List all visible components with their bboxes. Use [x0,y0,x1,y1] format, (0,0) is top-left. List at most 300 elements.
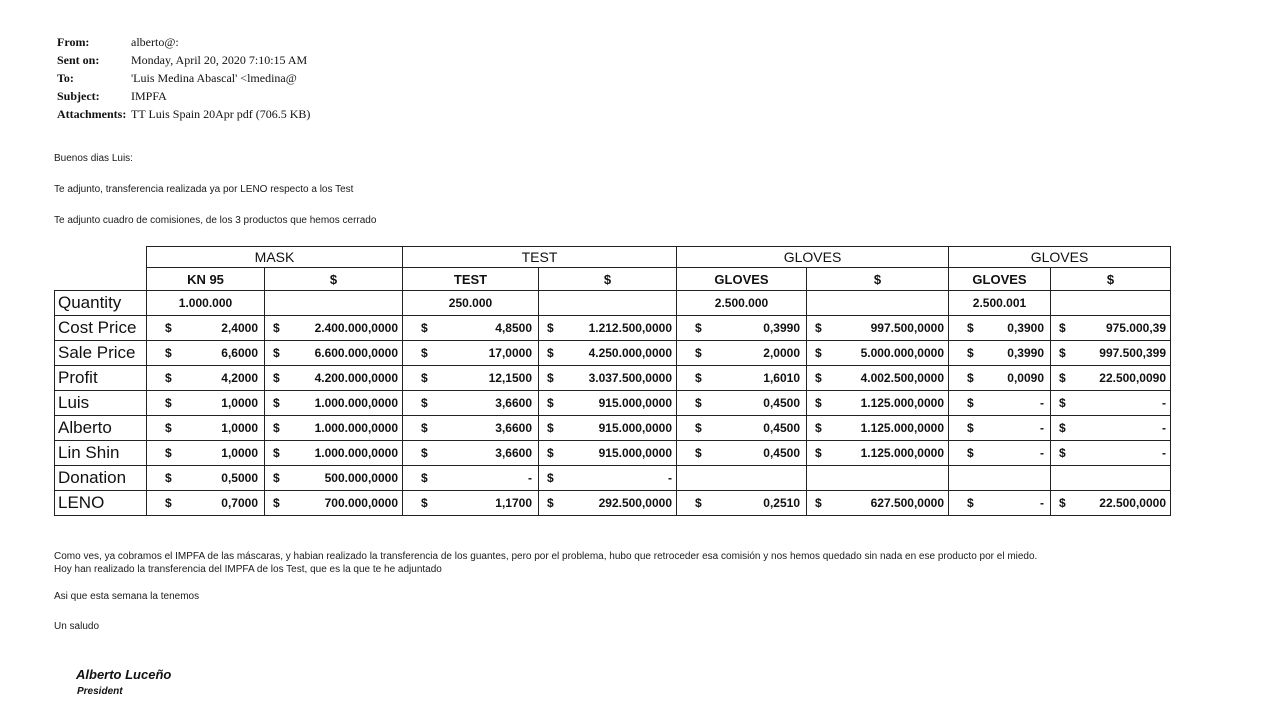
currency-value [403,471,538,485]
amount: 3,6600 [495,446,532,460]
amount: 500.000,0000 [324,471,398,485]
currency-symbol: $ [547,471,554,485]
header-from [57,33,310,51]
value-cell [1051,341,1171,366]
value-cell [403,491,539,516]
amount: 6,6000 [221,346,258,360]
amount: 627.500,0000 [870,496,944,510]
currency-symbol: $ [815,446,822,460]
amount: 997.500,399 [1099,346,1166,360]
value-cell [807,316,949,341]
amount: - [1162,421,1166,435]
currency-value [265,496,402,510]
amount: 915.000,0000 [598,421,672,435]
value-cell [677,366,807,391]
amount: 0,3990 [1007,346,1044,360]
currency-symbol: $ [815,496,822,510]
amount: 1.000.000,0000 [314,446,398,460]
amount: 700.000,0000 [324,496,398,510]
currency-symbol: $ [815,371,822,385]
currency-symbol: $ [1059,371,1066,385]
amount: 0,3900 [1007,321,1044,335]
sub-header-cell: GLOVES [949,268,1051,291]
row-label: Lin Shin [55,441,147,466]
header-value: 'Luis Medina Abascal' <lmedina@ [131,71,297,85]
value-cell [1051,441,1171,466]
table-row [55,391,1171,416]
value-cell [539,391,677,416]
currency-value [807,446,948,460]
currency-symbol: $ [547,396,554,410]
header-label: Sent on: [57,53,100,67]
empty-cell [1051,291,1171,316]
value-cell [949,341,1051,366]
currency-symbol: $ [421,321,428,335]
currency-symbol: $ [967,496,974,510]
value-cell [147,491,265,516]
row-label: Sale Price [55,341,147,366]
amount: 1,0000 [221,421,258,435]
value-cell [949,416,1051,441]
value-cell [147,441,265,466]
value-cell [403,366,539,391]
currency-symbol: $ [967,321,974,335]
value-cell [677,441,807,466]
amount: 4.250.000,0000 [588,346,672,360]
currency-symbol: $ [273,321,280,335]
currency-symbol: $ [695,421,702,435]
value-cell [265,416,403,441]
value-cell [949,366,1051,391]
currency-value [677,446,806,460]
currency-symbol: $ [421,396,428,410]
amount: - [1162,446,1166,460]
quantity-cell: 1.000.000 [147,291,265,316]
currency-value [539,421,676,435]
amount: 292.500,0000 [598,496,672,510]
table-row [55,441,1171,466]
amount: 997.500,0000 [870,321,944,335]
table-row [55,466,1171,491]
currency-value [147,321,264,335]
value-cell [147,341,265,366]
amount: 0,2510 [763,496,800,510]
currency-value [147,396,264,410]
amount: 6.600.000,0000 [314,346,398,360]
amount: - [1040,496,1044,510]
currency-value [807,396,948,410]
currency-value [265,371,402,385]
value-cell [949,441,1051,466]
amount: 17,0000 [488,346,532,360]
amount: 1.000.000,0000 [314,396,398,410]
amount: 0,3990 [763,321,800,335]
currency-symbol: $ [1059,346,1066,360]
value-cell [265,441,403,466]
currency-value [539,371,676,385]
amount: - [1040,396,1044,410]
currency-value [147,346,264,360]
body-line-2: Te adjunto cuadro de comisiones, de los 3 productos que hemos cerrado [54,215,377,226]
group-header-cell: TEST [403,247,677,268]
currency-value [539,471,676,485]
table-row [55,491,1171,516]
table-row [55,341,1171,366]
amount: - [528,471,532,485]
currency-value [147,496,264,510]
closing-line-1: Como ves, ya cobramos el IMPFA de las máscaras, y habian realizado la transferencia de los guantes, pero por el problema, hubo que retroceder esa comisión y nos hemos quedado sin nada en ese producto por el miedo. [54,551,1038,562]
currency-symbol: $ [547,321,554,335]
amount: 2.400.000,0000 [314,321,398,335]
currency-symbol: $ [273,496,280,510]
currency-symbol: $ [1059,396,1066,410]
currency-value [677,371,806,385]
value-cell [403,316,539,341]
header-value: IMPFA [131,89,167,103]
currency-symbol: $ [273,421,280,435]
currency-value [677,421,806,435]
value-cell [265,491,403,516]
row-label: Cost Price [55,316,147,341]
value-cell [403,391,539,416]
currency-value [539,496,676,510]
value-cell [677,341,807,366]
currency-symbol: $ [1059,421,1066,435]
currency-symbol: $ [547,446,554,460]
currency-symbol: $ [165,371,172,385]
header-label: Subject: [57,89,100,103]
empty-cell [539,291,677,316]
empty-cell [807,291,949,316]
currency-value [807,421,948,435]
header-value: Monday, April 20, 2020 7:10:15 AM [131,53,308,67]
table-row [55,366,1171,391]
amount: 1,0000 [221,396,258,410]
value-cell [403,466,539,491]
currency-symbol: $ [547,371,554,385]
currency-symbol: $ [421,471,428,485]
row-label: Luis [55,391,147,416]
amount: 0,0090 [1007,371,1044,385]
currency-symbol: $ [165,321,172,335]
value-cell [403,416,539,441]
value-cell [1051,491,1171,516]
currency-value [265,471,402,485]
sub-header-cell: $ [539,268,677,291]
currency-value [147,371,264,385]
signature-name: Alberto Luceño [76,667,172,682]
sub-header-cell: TEST [403,268,539,291]
value-cell [265,466,403,491]
currency-symbol: $ [273,346,280,360]
value-cell [147,366,265,391]
value-cell [807,491,949,516]
amount: 3,6600 [495,421,532,435]
amount: 1.000.000,0000 [314,421,398,435]
currency-value [677,496,806,510]
amount: - [1040,446,1044,460]
amount: 0,4500 [763,421,800,435]
currency-value [403,496,538,510]
currency-value [807,371,948,385]
header-sent-on [57,51,310,69]
currency-symbol: $ [815,421,822,435]
amount: 5.000.000,0000 [860,346,944,360]
value-cell [147,316,265,341]
amount: 12,1500 [488,371,532,385]
corner-cell [55,268,147,291]
currency-value [1051,496,1170,510]
row-label: Alberto [55,416,147,441]
currency-value [1051,371,1170,385]
corner-cell [55,247,147,268]
currency-value [403,421,538,435]
currency-value [949,346,1050,360]
currency-value [677,346,806,360]
currency-value [265,321,402,335]
currency-value [539,396,676,410]
value-cell [539,466,677,491]
value-cell [807,441,949,466]
value-cell [807,341,949,366]
amount: 1,1700 [495,496,532,510]
currency-value [147,446,264,460]
header-value: alberto@: [131,35,179,49]
value-cell [1051,466,1171,491]
currency-symbol: $ [273,371,280,385]
closing-line-3: Asi que esta semana la tenemos [54,591,200,602]
currency-value [403,346,538,360]
currency-symbol: $ [165,421,172,435]
quantity-cell: 250.000 [403,291,539,316]
currency-symbol: $ [547,421,554,435]
value-cell [265,341,403,366]
attachment-link[interactable]: TT Luis Spain 20Apr pdf (706.5 KB) [131,107,311,121]
sub-header-cell: $ [265,268,403,291]
amount: 0,5000 [221,471,258,485]
currency-symbol: $ [695,396,702,410]
empty-cell [265,291,403,316]
value-cell [807,391,949,416]
group-header-row [55,247,1171,268]
currency-symbol: $ [165,396,172,410]
value-cell [147,416,265,441]
sub-header-cell: KN 95 [147,268,265,291]
currency-symbol: $ [967,396,974,410]
table-row [55,291,1171,316]
value-cell [403,341,539,366]
quantity-cell: 2.500.000 [677,291,807,316]
amount: 2,0000 [763,346,800,360]
currency-symbol: $ [695,346,702,360]
value-cell [539,341,677,366]
currency-symbol: $ [273,471,280,485]
currency-symbol: $ [273,446,280,460]
currency-value [949,371,1050,385]
currency-value [807,321,948,335]
currency-symbol: $ [1059,496,1066,510]
amount: 22.500,0000 [1099,496,1166,510]
currency-symbol: $ [815,346,822,360]
amount: - [1040,421,1044,435]
currency-value [539,446,676,460]
group-header-cell: GLOVES [949,247,1171,268]
amount: 4.200.000,0000 [314,371,398,385]
header-label: Attachments: [57,107,127,121]
currency-value [265,421,402,435]
header-to [57,69,310,87]
currency-symbol: $ [815,321,822,335]
currency-symbol: $ [695,321,702,335]
currency-value [1051,421,1170,435]
currency-value [677,396,806,410]
amount: - [1162,396,1166,410]
currency-symbol: $ [547,346,554,360]
currency-symbol: $ [695,371,702,385]
currency-symbol: $ [273,396,280,410]
table-row [55,416,1171,441]
currency-symbol: $ [165,346,172,360]
value-cell [147,391,265,416]
value-cell [539,416,677,441]
amount: 4,8500 [495,321,532,335]
value-cell [1051,316,1171,341]
value-cell [807,466,949,491]
closing-line-2: Hoy han realizado la transferencia del IMPFA de los Test, que es la que te he adjuntado [54,564,442,575]
value-cell [265,316,403,341]
value-cell [539,491,677,516]
row-label: Profit [55,366,147,391]
row-label: Quantity [55,291,147,316]
amount: 22.500,0090 [1099,371,1166,385]
currency-value [403,321,538,335]
group-header-cell: MASK [147,247,403,268]
value-cell [1051,416,1171,441]
amount: 915.000,0000 [598,446,672,460]
currency-value [539,321,676,335]
sub-header-cell: $ [807,268,949,291]
currency-symbol: $ [695,496,702,510]
value-cell [265,366,403,391]
currency-symbol: $ [967,446,974,460]
value-cell [539,366,677,391]
amount: 2,4000 [221,321,258,335]
currency-symbol: $ [695,446,702,460]
currency-value [807,496,948,510]
value-cell [677,416,807,441]
amount: 4.002.500,0000 [860,371,944,385]
amount: 4,2000 [221,371,258,385]
sub-header-cell: $ [1051,268,1171,291]
currency-value [147,471,264,485]
currency-value [1051,321,1170,335]
currency-symbol: $ [967,346,974,360]
row-label: Donation [55,466,147,491]
signature-title: President [77,686,123,697]
header-attachments [57,105,310,123]
value-cell [677,466,807,491]
body-line-1: Te adjunto, transferencia realizada ya por LENO respecto a los Test [54,184,354,195]
value-cell [807,416,949,441]
value-cell [1051,366,1171,391]
amount: - [668,471,672,485]
amount: 0,7000 [221,496,258,510]
currency-value [949,321,1050,335]
currency-symbol: $ [421,421,428,435]
currency-value [403,371,538,385]
header-subject [57,87,310,105]
amount: 1.125.000,0000 [860,421,944,435]
currency-symbol: $ [165,496,172,510]
amount: 1.125.000,0000 [860,396,944,410]
currency-symbol: $ [421,371,428,385]
amount: 3,6600 [495,396,532,410]
value-cell [677,316,807,341]
currency-symbol: $ [547,496,554,510]
currency-symbol: $ [421,496,428,510]
quantity-cell: 2.500.001 [949,291,1051,316]
currency-value [949,421,1050,435]
currency-value [403,446,538,460]
currency-symbol: $ [967,421,974,435]
email-header [57,33,310,123]
amount: 3.037.500,0000 [588,371,672,385]
sub-header-cell: GLOVES [677,268,807,291]
currency-value [1051,446,1170,460]
amount: 0,4500 [763,396,800,410]
value-cell [949,491,1051,516]
currency-value [949,396,1050,410]
currency-value [265,346,402,360]
header-label: To: [57,71,74,85]
amount: 915.000,0000 [598,396,672,410]
value-cell [677,391,807,416]
value-cell [539,441,677,466]
table-row [55,316,1171,341]
currency-symbol: $ [421,346,428,360]
commission-table [54,246,1171,516]
group-header-cell: GLOVES [677,247,949,268]
amount: 1,0000 [221,446,258,460]
value-cell [265,391,403,416]
currency-symbol: $ [165,471,172,485]
currency-value [1051,396,1170,410]
currency-value [807,346,948,360]
value-cell [1051,391,1171,416]
currency-value [1051,346,1170,360]
greeting: Buenos dias Luis: [54,153,133,164]
header-label: From: [57,35,90,49]
currency-symbol: $ [421,446,428,460]
amount: 975.000,39 [1105,321,1166,335]
currency-value [677,321,806,335]
sub-header-row [55,268,1171,291]
currency-symbol: $ [165,446,172,460]
currency-value [403,396,538,410]
currency-value [147,421,264,435]
value-cell [539,316,677,341]
value-cell [949,316,1051,341]
currency-symbol: $ [815,396,822,410]
amount: 1,6010 [763,371,800,385]
value-cell [403,441,539,466]
currency-value [949,496,1050,510]
amount: 1.125.000,0000 [860,446,944,460]
salutation: Un saludo [54,621,100,632]
currency-symbol: $ [967,371,974,385]
value-cell [677,491,807,516]
value-cell [807,366,949,391]
